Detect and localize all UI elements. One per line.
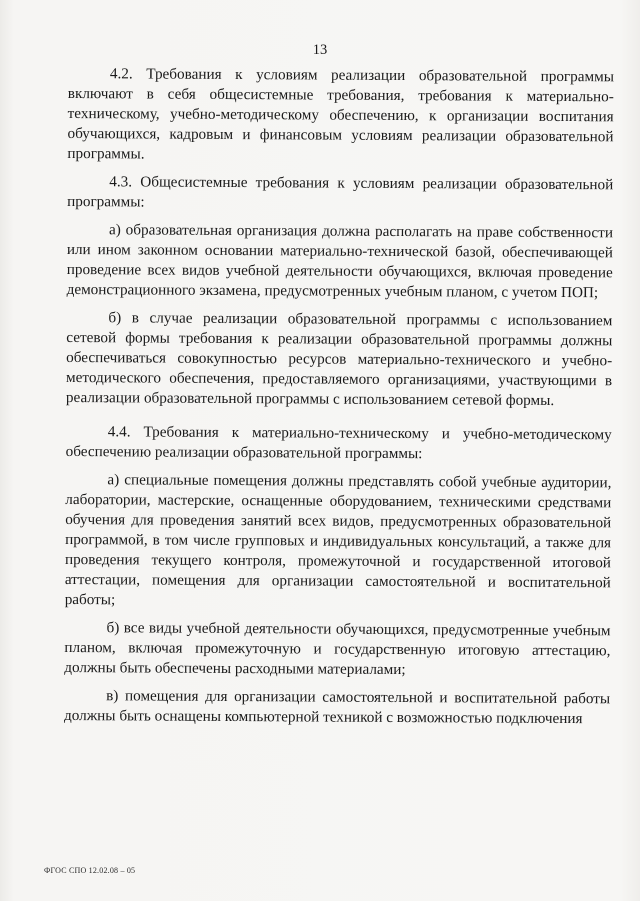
footer-standard-code: ФГОС СПО 12.02.08 – 05 (44, 866, 136, 875)
paragraph-4-4: 4.4. Требования к материально-техническому и учебно-методическому обеспечению реализации образовательной программы: (65, 423, 612, 463)
paragraph-4-3: 4.3. Общесистемные требования к условиям реализации образовательной программы: (67, 173, 614, 211)
page-number: 13 (312, 42, 328, 58)
paragraph-4-3-b: б) в случае реализации образовательной программы с использованием сетевой формы требования к реализации образовательной программы должны обеспечиваться совокупностью ресурсов материально-технического и учебно-методического обеспечения, предоставляемого организациями, участвующими в реализации образовательной программы с использованием сетевой формы. (65, 309, 613, 409)
document-body (64, 64, 614, 737)
paragraph-4-4-b: б) все виды учебной деятельности обучающихся, предусмотренные учебным планом, включая промежуточную и государственную итоговую аттестацию, должны быть обеспечены расходными материалами; (64, 619, 611, 679)
paragraph-4-3-a: а) образовательная организация должна располагать на праве собственности или ином законном основании материально-технической базой, обеспечивающей проведение всех видов учебной деятельности обучающихся, включая проведение демонстрационного экзамена, предусмотренных учебным планом, с учетом ПОП; (66, 221, 614, 302)
paragraph-4-4-a: а) специальные помещения должны представлять собой учебные аудитории, лаборатории, мастерские, оснащенные оборудованием, техническими средствами обучения для проведения занятий всех видов, предусмотренных образовательной программой, в том числе групповых и индивидуальных консультаций, а также для проведения текущего контроля, промежуточной и государственной итоговой аттестации, помещения для организации самостоятельной и воспитательной работы; (64, 471, 612, 609)
paragraph-4-2: 4.2. Требования к условиям реализации образовательной программы включают в себя общесистемные требования, требования к материально-техническому, учебно-методическому обеспечению, к организации воспитания обучающихся, кадровым и финансовым условиям реализации образовательной программы. (67, 65, 614, 163)
paragraph-4-4-v: в) помещения для организации самостоятельной и воспитательной работы должны быть оснащены компьютерной техникой с возможностью подключения (63, 687, 611, 728)
